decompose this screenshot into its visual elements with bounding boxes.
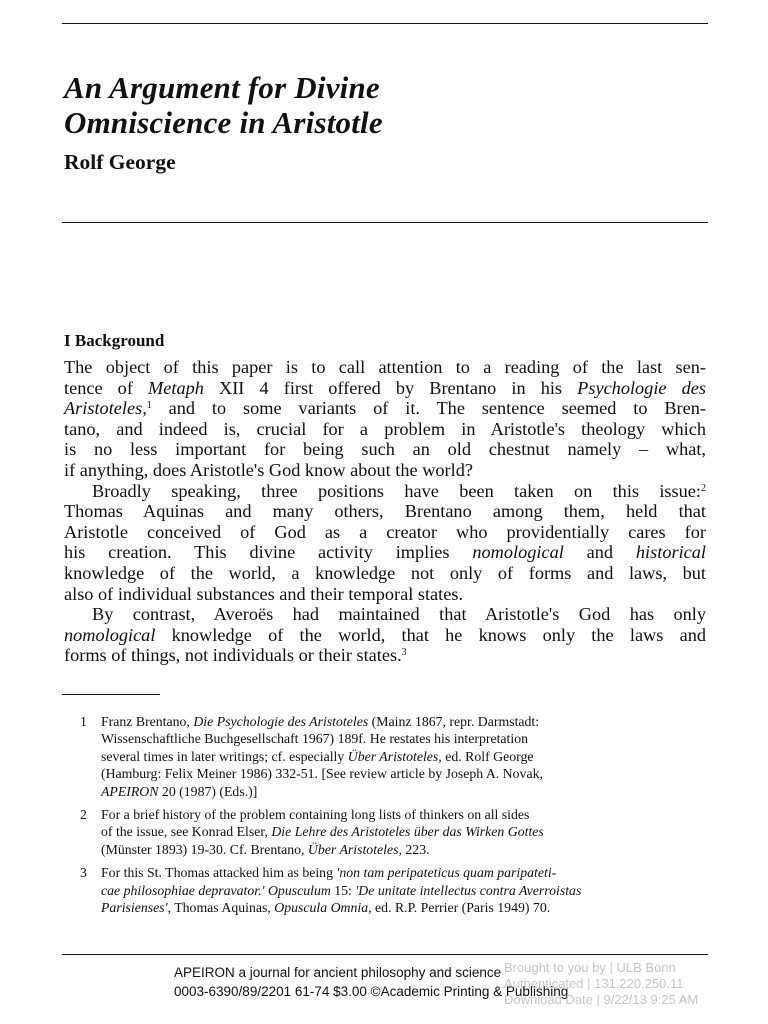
watermark-line-3: Download Date | 9/22/13 9:25 AM <box>504 992 699 1007</box>
footnote-number: 3 <box>80 865 87 881</box>
text-line: tence of Metaph XII 4 first offered by Brentano in his Psychologie des <box>64 377 706 398</box>
text-line: Broadly speaking, three positions have been taken on this issue:$^2$ <box>92 480 706 501</box>
footnote-3: 3 For this St. Thomas attacked him as being 'non tam peripateticus quam paripateti- cae philosophiae depravator.' Opusculum 15: 'De unitate intellectus contra Averroistas Parisienses', Thomas Aquinas, Opuscula Omnia, ed. R.P. Perrier (Paris 1949) 70. <box>64 864 706 916</box>
article-title <box>64 70 704 140</box>
top-rule <box>62 23 708 24</box>
header-rule <box>62 222 708 223</box>
paragraph-1 <box>64 357 706 481</box>
footer-rule <box>62 954 708 955</box>
text-line: Aristotle conceived of God as a creator who providentially cares for <box>64 521 706 542</box>
text-line: is no less important for being such an old chestnut namely – what, <box>64 439 706 460</box>
footnote-2: 2 For a brief history of the problem containing long lists of thinkers on all sides of the issue, see Konrad Elser, Die Lehre des Aristoteles über das Wirken Gottes (Münster 1893) 19-30. Cf. Brentano, Über Aristoteles, 223. <box>64 806 706 858</box>
text-line: nomological knowledge of the world, that he knows only the laws and <box>64 624 706 645</box>
text-line: By contrast, Averoës had maintained that Aristotle's God has only <box>92 604 706 625</box>
publication-info: 0003-6390/89/2201 61-74 $3.00 ©Academic Printing & Publishing <box>174 984 569 999</box>
watermark-line-2: Authenticated | 131.220.250.11 <box>504 976 684 991</box>
text-line: forms of things, not individuals or their states.$^3$ <box>64 645 407 666</box>
text-line: tano, and indeed is, crucial for a problem in Aristotle's theology which <box>64 418 706 439</box>
download-watermark <box>504 960 768 1008</box>
text-line: also of individual substances and their temporal states. <box>64 583 464 604</box>
text-line: if anything, does Aristotle's God know about the world? <box>64 459 473 480</box>
text-line: his creation. This divine activity implies nomological and historical <box>64 542 706 563</box>
text-line: knowledge of the world, a knowledge not only of forms and laws, but <box>64 562 706 583</box>
title-line-1: An Argument for Divine <box>64 70 380 105</box>
author-name: Rolf George <box>64 150 176 174</box>
text-line: Thomas Aquinas and many others, Brentano among them, held that <box>64 501 706 522</box>
paragraph-2 <box>64 481 706 605</box>
footnote-1: 1 Franz Brentano, Die Psychologie des Aristoteles (Mainz 1867, repr. Darmstadt: Wissenschaftliche Buchgesellschaft 1967) 189f. He restates his interpretation several times in later writings; cf. especially Über Aristoteles, ed. Rolf George (Hamburg: Felix Meiner 1986) 332-51. [See review article by Joseph A. Novak, APEIRON 20 (1987) (Eds.)] <box>64 713 706 800</box>
footnote-number: 1 <box>80 714 87 729</box>
section-heading: I Background <box>64 331 165 350</box>
footnote-ref-3[interactable]: 3 <box>401 647 407 659</box>
text-line: The object of this paper is to call attention to a reading of the last sen- <box>64 357 706 377</box>
journal-name: APEIRON a journal for ancient philosophy and science <box>174 965 502 980</box>
body-text <box>64 357 706 666</box>
title-line-2: Omniscience in Aristotle <box>64 105 383 140</box>
footnote-separator <box>62 694 160 695</box>
watermark-line-1: Brought to you by | ULB Bonn <box>504 960 676 975</box>
footnote-number: 2 <box>80 807 87 823</box>
paragraph-3 <box>64 604 706 666</box>
footnote-ref-1[interactable]: 1 <box>146 400 152 412</box>
footnotes <box>64 713 706 922</box>
text-line: Aristoteles,$^1$ and to some variants of it. The sentence seemed to Bren- <box>64 398 706 419</box>
footnote-ref-2[interactable]: 2 <box>701 482 706 494</box>
